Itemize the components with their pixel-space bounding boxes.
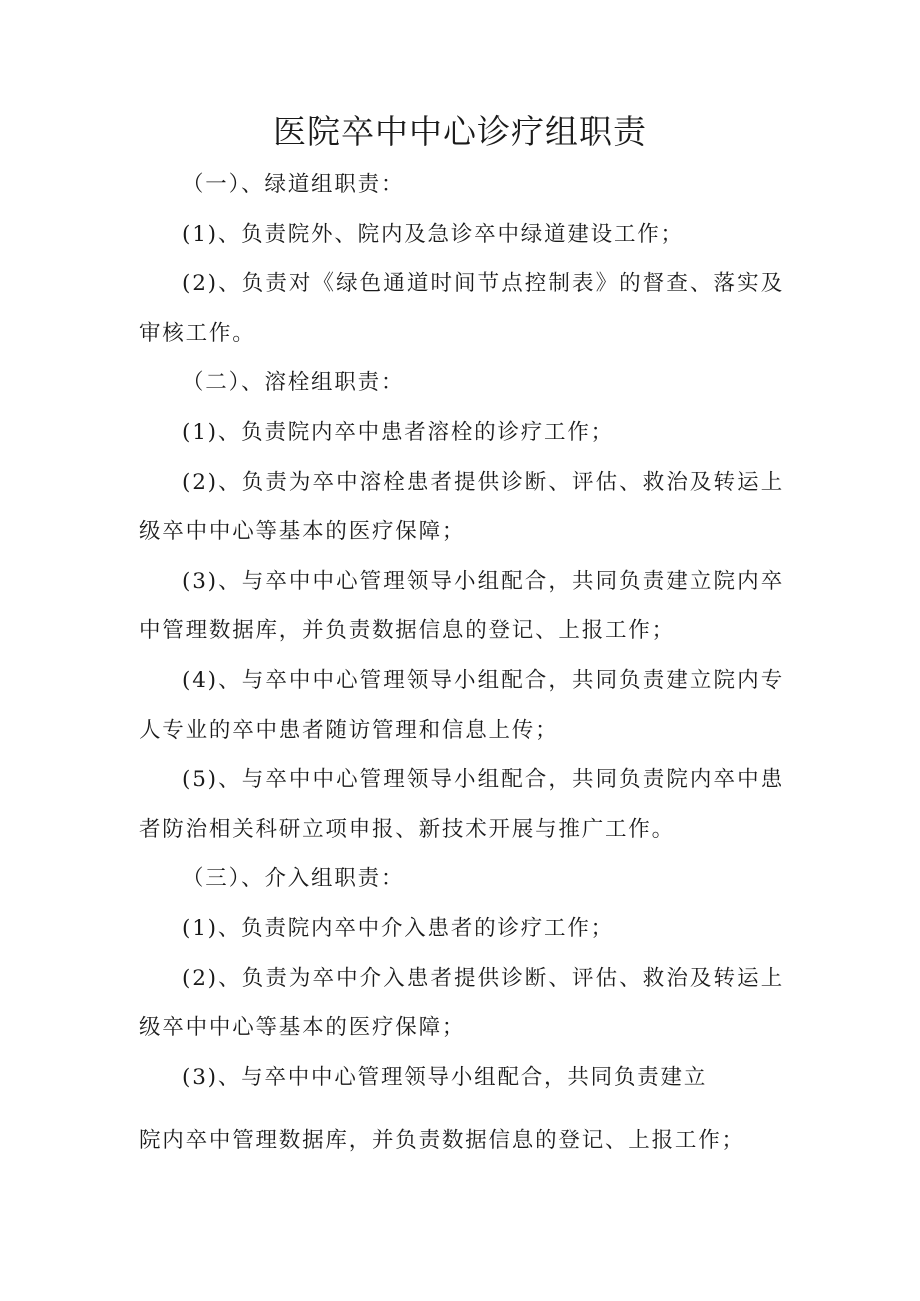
- paragraph: 院内卒中管理数据库，并负责数据信息的登记、上报工作；: [139, 1128, 745, 1154]
- document-body: [139, 160, 784, 1166]
- paragraph: (1)、负责院内卒中介入患者的诊疗工作；: [182, 915, 614, 941]
- paragraph: (5)、与卒中中心管理领导小组配合，共同负责院内卒中患者防治相关科研立项申报、新技术开展与推广工作。: [139, 767, 784, 842]
- paragraph: (2)、负责为卒中介入患者提供诊断、评估、救治及转运上级卒中中心等基本的医疗保障；: [139, 965, 784, 1041]
- paragraph: (2)、负责对《绿色通道时间节点控制表》的督查、落实及审核工作。: [139, 271, 784, 346]
- paragraph: (1)、负责院外、院内及急诊卒中绿道建设工作；: [182, 221, 684, 247]
- paragraph: (1)、负责院内卒中患者溶栓的诊疗工作；: [182, 419, 614, 445]
- section-heading-thrombolysis: （二）、溶栓组职责：: [182, 370, 405, 396]
- paragraph: (4)、与卒中中心管理领导小组配合，共同负责建立院内专人专业的卒中患者随访管理和信息上传；: [139, 667, 784, 743]
- paragraph: (3)、与卒中中心管理领导小组配合，共同负责建立院内卒中管理数据库，并负责数据信息的登记、上报工作；: [139, 568, 784, 644]
- section-heading-intervention: （三）、介入组职责：: [182, 866, 405, 892]
- paragraph: (2)、负责为卒中溶栓患者提供诊断、评估、救治及转运上级卒中中心等基本的医疗保障；: [139, 469, 784, 545]
- section-heading-green-channel: （一）、绿道组职责：: [182, 172, 405, 197]
- paragraph: (3)、与卒中中心管理领导小组配合，共同负责建立: [182, 1064, 708, 1090]
- document-title: 医院卒中中心诊疗组职责: [273, 112, 647, 151]
